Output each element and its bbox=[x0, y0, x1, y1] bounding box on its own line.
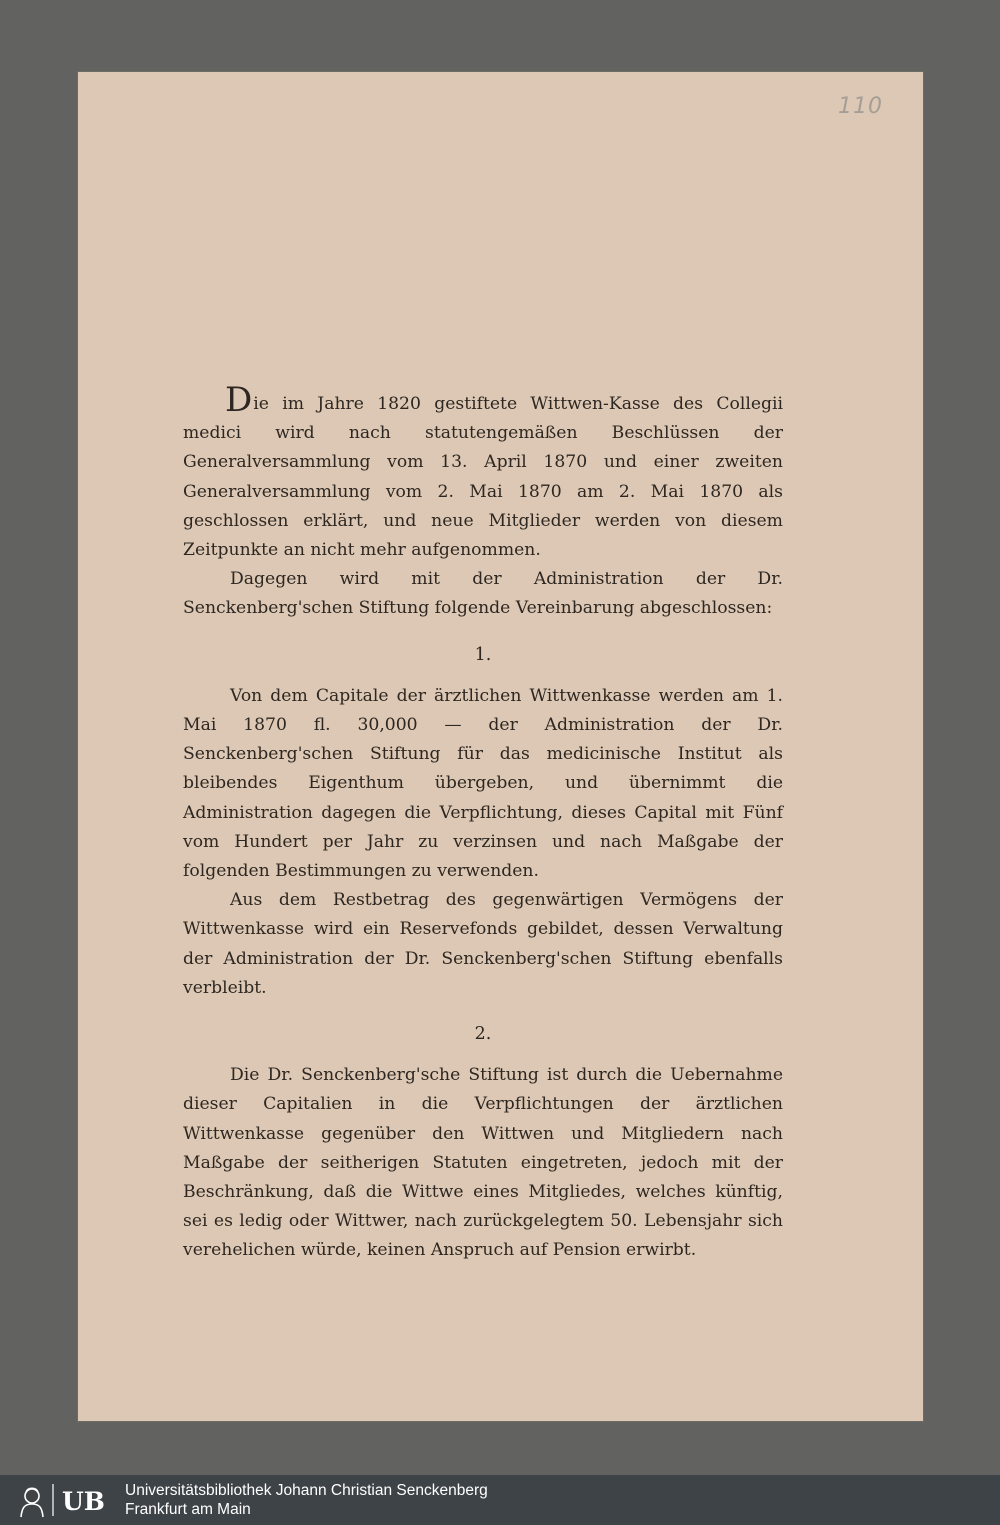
section-number-2: 2. bbox=[474, 1024, 492, 1045]
section-1-paragraph-1: Von dem Capitale der ärztlichen Wittwenkasse werden am 1. Mai 1870 fl. 30,000 — der Administration der Dr. Senckenberg'schen Stiftung für das medicinische Institut als bleibendes Eigenthum übergeben, und übernimmt die Administration dagegen die Verpflichtung, dieses Capital mit Fünf vom Hundert per Jahr zu verzinsen und nach Maßgabe der folgenden Bestimmungen zu verwenden. bbox=[183, 685, 783, 882]
intro-paragraph-2: Dagegen wird mit der Administration der Dr. Senckenberg'schen Stiftung folgende Vereinbarung abgeschlossen: bbox=[183, 569, 783, 619]
document-body bbox=[183, 380, 783, 1266]
logo-text: UB bbox=[62, 1487, 105, 1516]
ub-logo-icon bbox=[13, 1481, 113, 1519]
footer-line-2: Frankfurt am Main bbox=[125, 1501, 251, 1518]
intro-paragraph bbox=[183, 380, 783, 565]
folio-number: 110 bbox=[838, 94, 883, 119]
section-2-paragraph-1: Die Dr. Senckenberg'sche Stiftung ist durch die Uebernahme dieser Capitalien in die Verpflichtungen der ärztlichen Wittwenkasse gegenüber den Wittwen und Mitgliedern nach Maßgabe der seitherigen Statuten eingetreten, jedoch mit der Beschränkung, daß die Wittwe eines Mitgliedes, welches künftig, sei es ledig oder Wittwer, nach zurückgelegtem 50. Lebensjahr sich verehelichen würde, keinen Anspruch auf Pension erwirbt. bbox=[183, 1065, 783, 1261]
intro-text: ie im Jahre 1820 gestiftete Wittwen-Kasse des Collegii medici wird nach statutengemäßen Beschlüssen der Generalversammlung vom 13. April 1870 und einer zweiten Generalversammlung vom 2. Mai 1870 am 2. Mai 1870 als geschlossen erklärt, und neue Mitglieder werden von diesem Zeitpunkte an nicht mehr aufgenommen. bbox=[183, 394, 783, 561]
footer-line-1: Universitätsbibliothek Johann Christian Senckenberg bbox=[125, 1482, 488, 1499]
section-number-1: 1. bbox=[474, 644, 492, 665]
library-footer bbox=[0, 1475, 1000, 1525]
section-1-paragraph-2: Aus dem Restbetrag des gegenwärtigen Vermögens der Wittwenkasse wird ein Reservefonds gebildet, dessen Verwaltung der Administration der Dr. Senckenberg'schen Stiftung ebenfalls verbleibt. bbox=[183, 890, 783, 998]
drop-cap: D bbox=[225, 380, 253, 420]
footer-text bbox=[125, 1481, 488, 1519]
